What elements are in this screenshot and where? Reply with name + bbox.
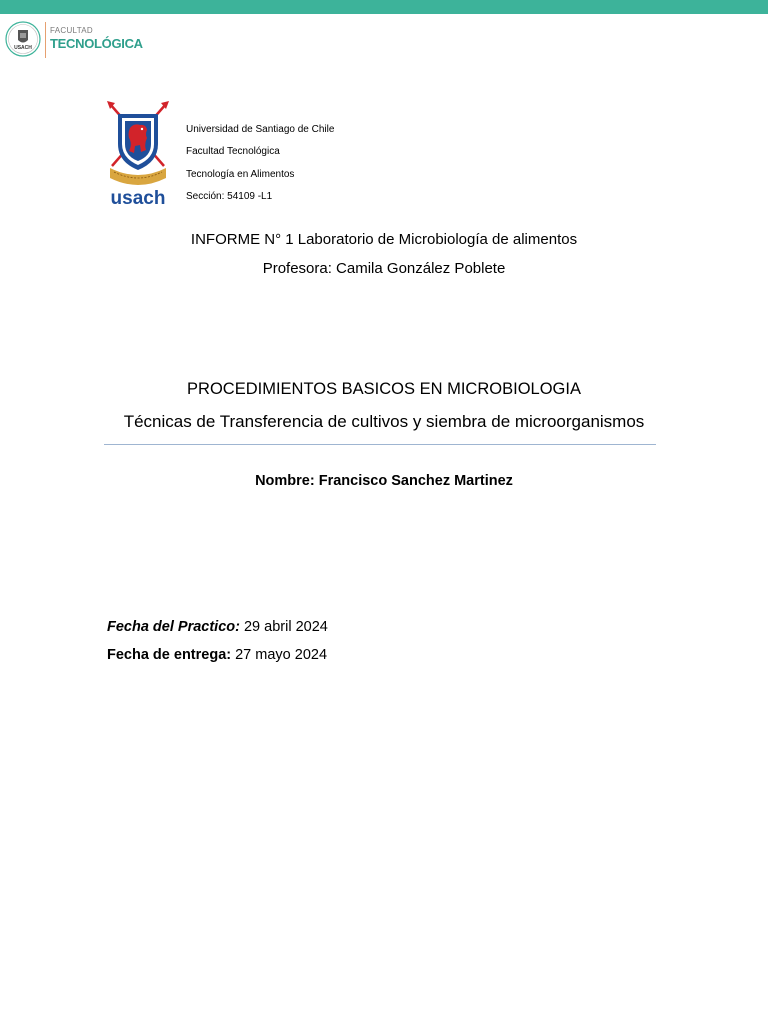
- institution-block: [186, 119, 334, 208]
- practice-date: [107, 619, 328, 635]
- report-title: INFORME N° 1 Laboratorio de Microbiología de alimentos: [190, 231, 578, 248]
- delivery-date-value: 27 mayo 2024: [231, 647, 328, 663]
- logo-divider: [45, 22, 46, 58]
- usach-crest-logo: [104, 100, 172, 206]
- program-name: Tecnología en Alimentos: [186, 168, 295, 180]
- svg-text:USACH: USACH: [14, 45, 32, 51]
- heading-divider: [104, 444, 656, 445]
- delivery-date-label: Fecha de entrega:: [107, 647, 232, 663]
- report-heading: PROCEDIMIENTOS BASICOS EN MICROBIOLOGIA: [187, 380, 581, 398]
- practice-date-value: 29 abril 2024: [239, 619, 328, 635]
- svg-text:usach: usach: [110, 188, 166, 206]
- faculty-logo-large-text: TECNOLÓGICA: [50, 36, 143, 51]
- report-subheading: Técnicas de Transferencia de cultivos y siembra de microorganismos: [123, 412, 645, 431]
- faculty-logo: [5, 21, 143, 59]
- faculty-logo-small-text: FACULTAD: [50, 26, 93, 35]
- usach-emblem-icon: [5, 21, 41, 57]
- practice-date-label: Fecha del Practico:: [107, 619, 240, 635]
- student-name: Nombre: Francisco Sanchez Martinez: [255, 473, 513, 489]
- faculty-name: Facultad Tecnológica: [186, 146, 280, 158]
- section-number: Sección: 54109 -L1: [186, 190, 273, 202]
- top-accent-bar: [0, 0, 768, 14]
- delivery-date: [107, 647, 327, 663]
- university-name: Universidad de Santiago de Chile: [186, 124, 335, 135]
- professor-name: Profesora: Camila González Poblete: [262, 260, 506, 277]
